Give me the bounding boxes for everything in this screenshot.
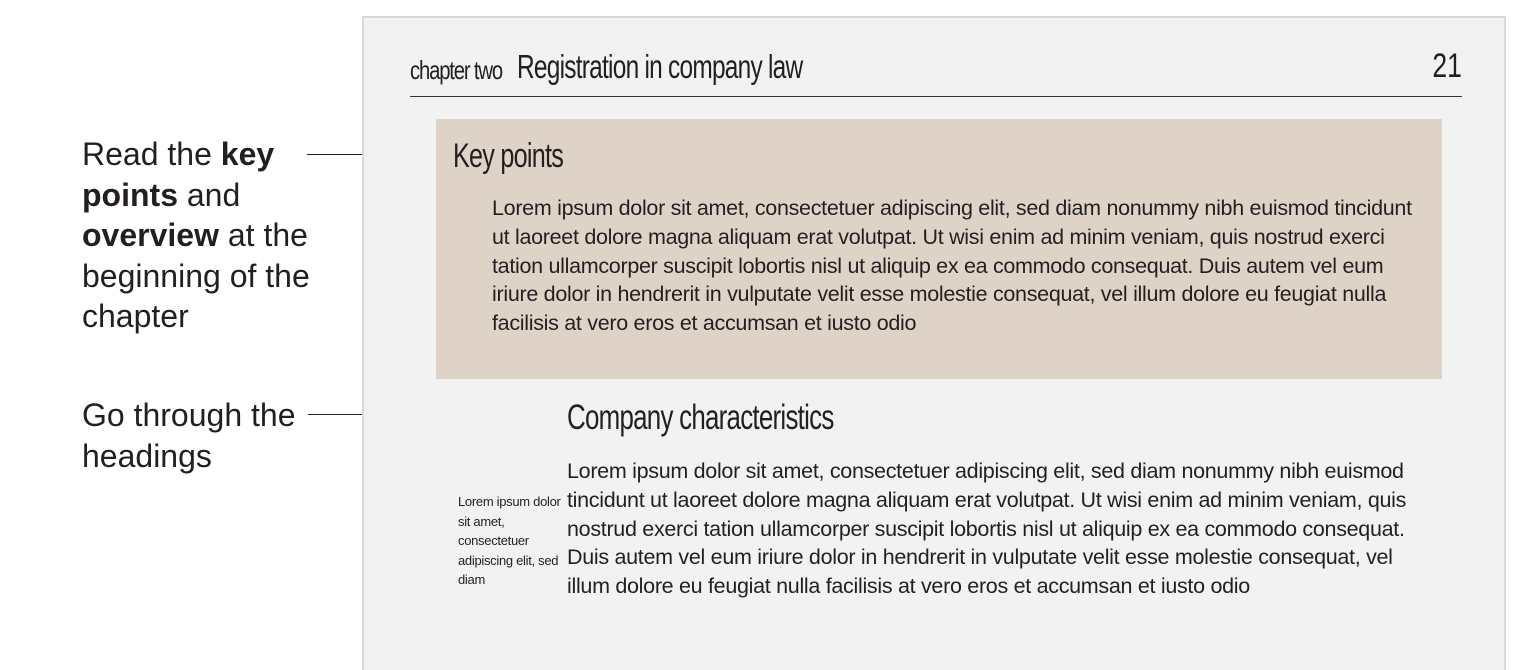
annotation-text: at the beginning of the chapter xyxy=(82,217,310,334)
book-page xyxy=(362,16,1506,670)
running-head xyxy=(410,46,1462,97)
key-points-body: Lorem ipsum dolor sit amet, consectetuer adipiscing elit, sed diam nonummy nibh euismod tincidunt ut laoreet dolore magna aliquam erat volutpat. Ut wisi enim ad minim veniam, quis nostrud exerci tation ullamcorper suscipit lobortis nisl ut aliquip ex ea commodo consequat. Duis autem vel eum iriure dolor in hendrerit in vulputate velit esse molestie consequat, vel illum dolore eu feugiat nulla facilisis at vero eros et accumsan et iusto odio xyxy=(492,196,1412,336)
key-points-box xyxy=(436,119,1442,379)
section-heading: Company characteristics xyxy=(567,398,834,437)
annotation-key-points xyxy=(82,134,342,337)
chapter-title: Registration in company law xyxy=(517,48,803,85)
annotation-headings: Go through the headings xyxy=(82,397,296,474)
section-body: Lorem ipsum dolor sit amet, consectetuer adipiscing elit, sed diam nonummy nibh euismod tincidunt ut laoreet dolore magna aliquam erat volutpat. Ut wisi enim ad minim veniam, quis nostrud exerci tation ullamcorper suscipit lobortis nisl ut aliquip ex ea commodo consequat. Duis autem vel eum iriure dolor in hendrerit in vulputate velit esse molestie consequat, vel illum dolore eu feugiat nulla facilisis at vero eros et accumsan et iusto odio xyxy=(567,459,1407,599)
annotation-emphasis: overview xyxy=(82,217,219,253)
annotation-text: Read the xyxy=(82,136,221,172)
chapter-label: chapter two xyxy=(410,55,502,85)
margin-note: Lorem ipsum dolor sit amet, consectetuer adipiscing elit, sed diam xyxy=(458,494,561,587)
annotation-emphasis: key points xyxy=(82,136,275,213)
key-points-heading: Key points xyxy=(453,137,564,175)
page-number: 21 xyxy=(1432,47,1462,85)
annotation-text: and xyxy=(177,176,241,213)
